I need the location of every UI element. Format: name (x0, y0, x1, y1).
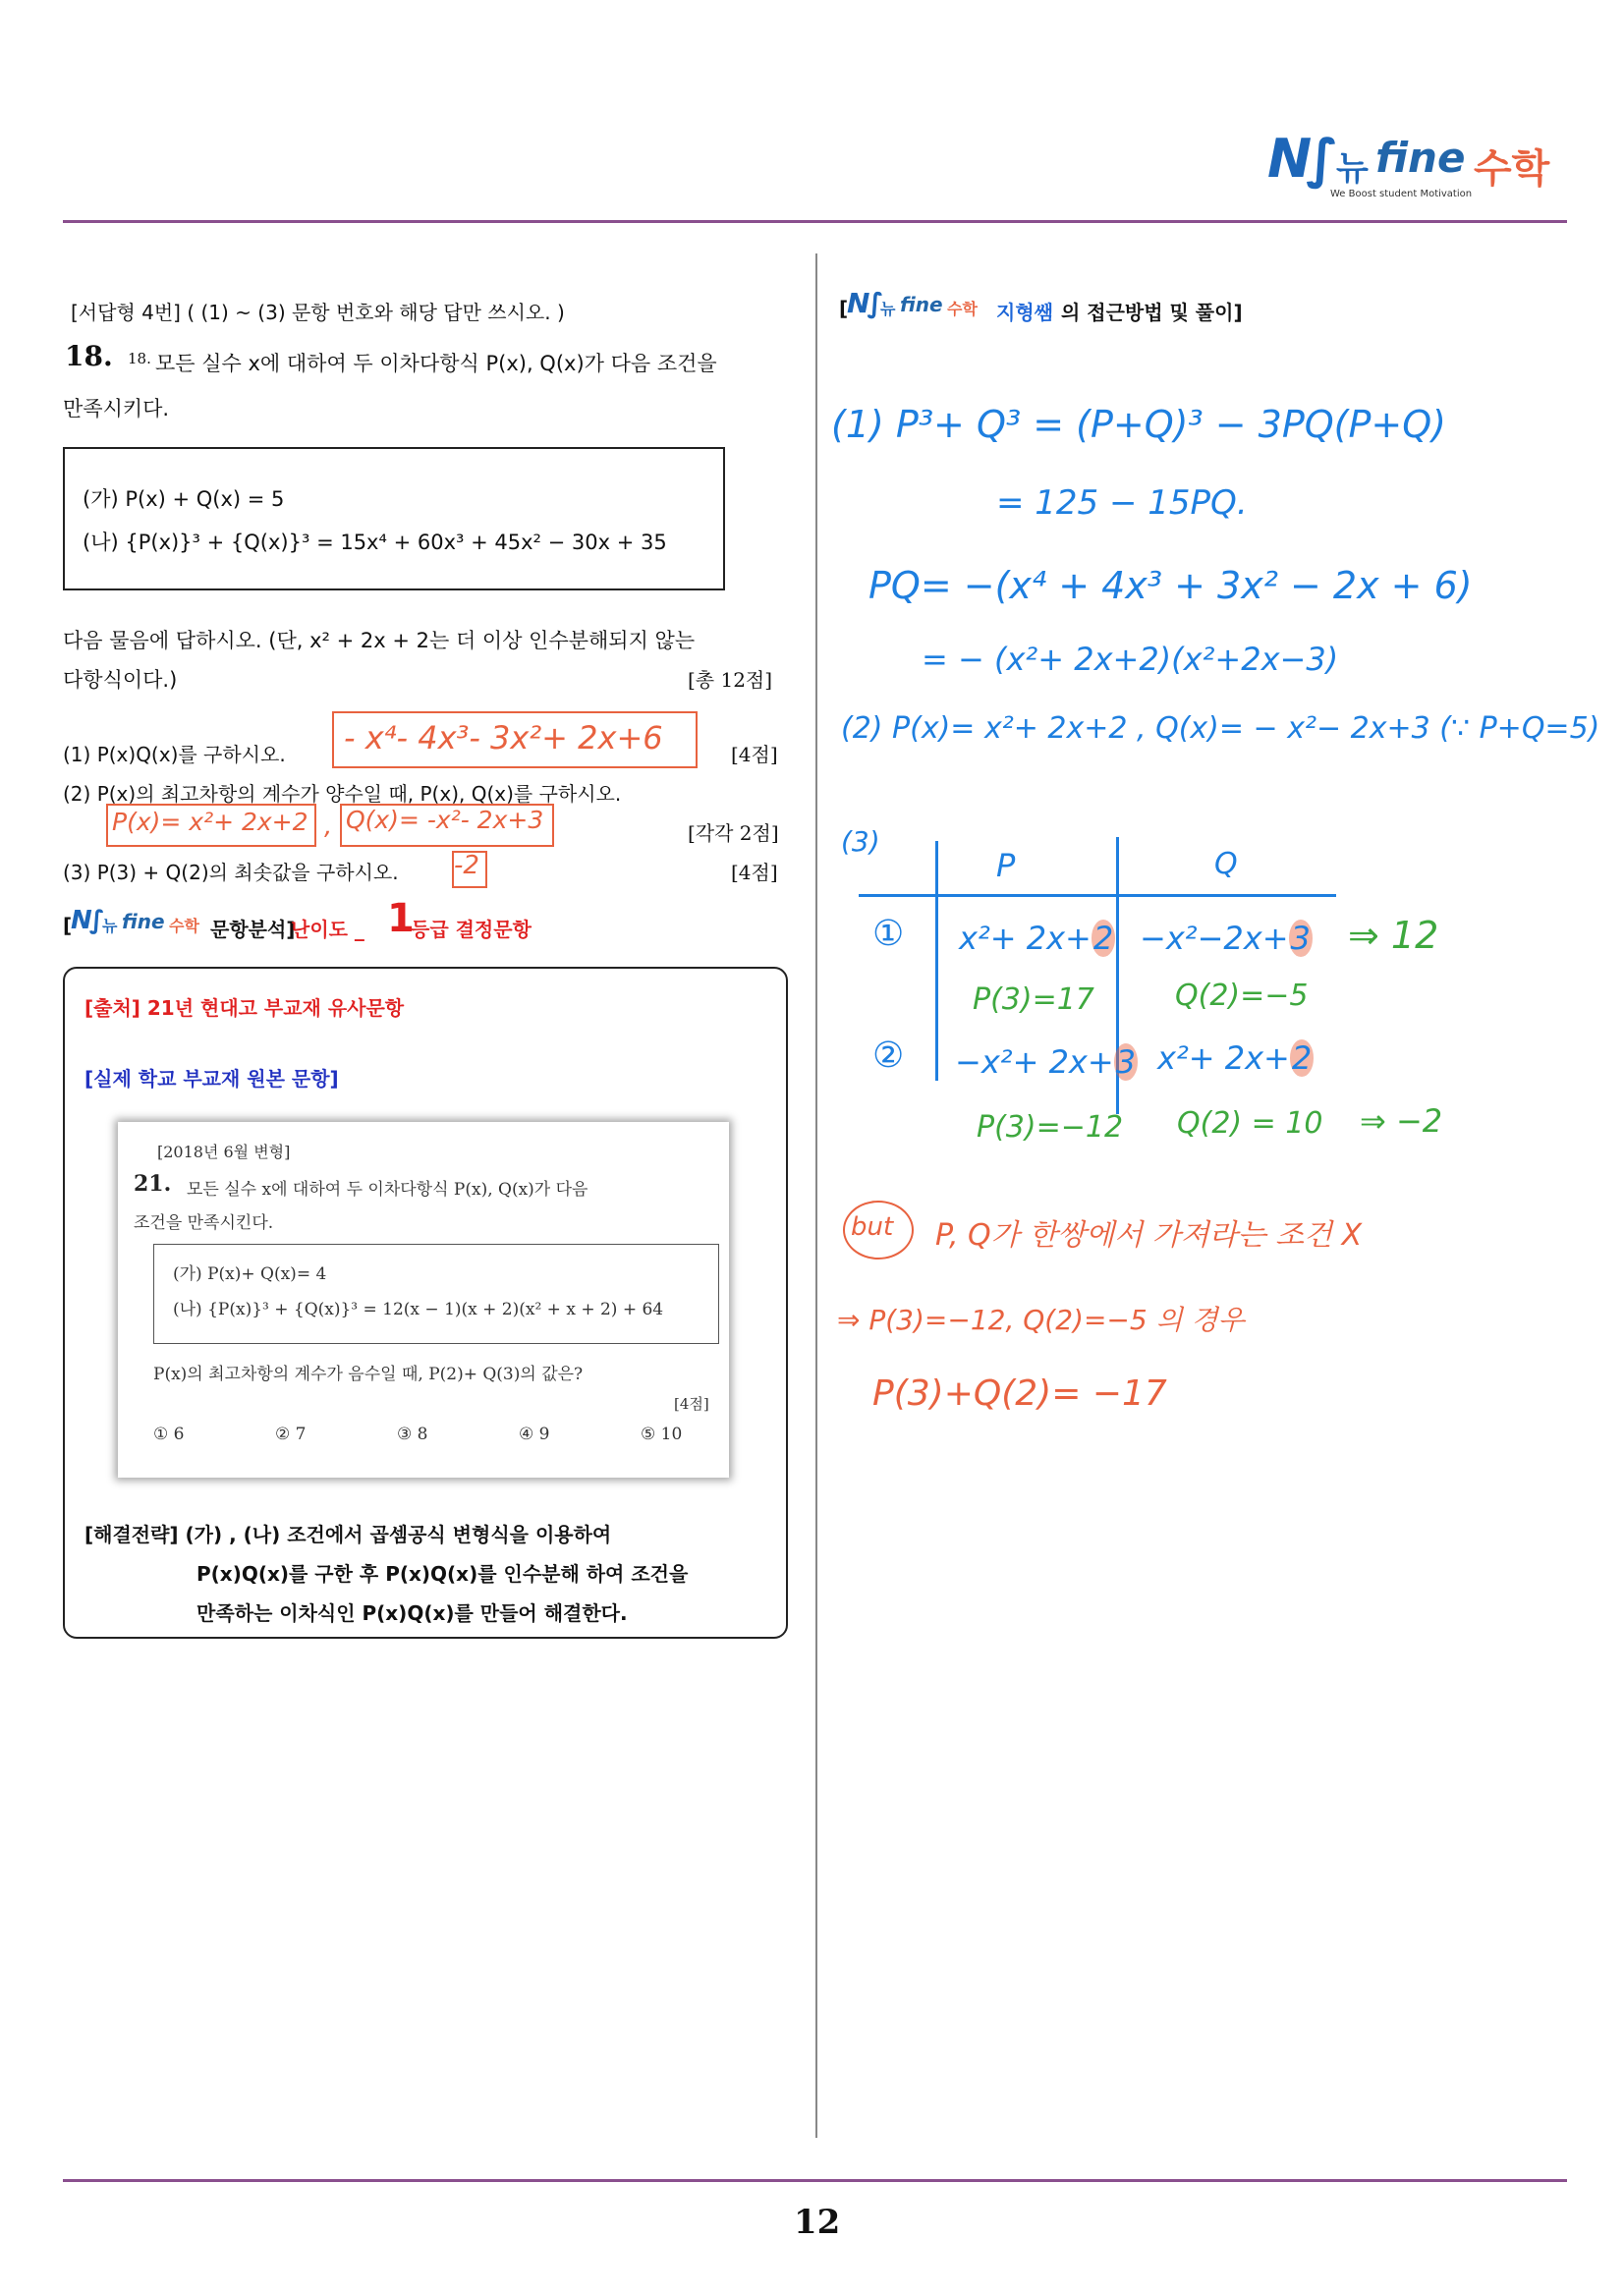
src-choice-2: ② 7 (275, 1425, 307, 1444)
conclusion-line-2: P(3)+Q(2)= −17 (872, 1373, 1167, 1414)
question-number-small: 18. (128, 350, 151, 367)
solution-title-bracket: [ (839, 297, 849, 320)
strategy-line-2: P(x)Q(x)를 구한 후 P(x)Q(x)를 인수분해 하여 조건을 (196, 1562, 689, 1586)
row-1-p-highlight: 2 (1092, 920, 1114, 957)
sub-question-2: (2) P(x)의 최고차항의 계수가 양수일 때, P(x), Q(x)를 구하시오. (63, 782, 622, 806)
row-2-result: ⇒ −2 (1360, 1102, 1443, 1140)
table-header-q: Q (1214, 847, 1238, 881)
src-choice-3: ③ 8 (397, 1425, 428, 1444)
sub-question-1: (1) P(x)Q(x)를 구하시오. (63, 743, 286, 766)
src-text-1: 모든 실수 x에 대하여 두 이차다항식 P(x), Q(x)가 다음 (187, 1180, 588, 1200)
row-2-p-text: −x²+ 2x+ (955, 1043, 1114, 1081)
table-vline-1 (935, 841, 938, 1081)
solution-logo-fine: fine (900, 293, 943, 316)
src-choice-4: ④ 9 (519, 1425, 550, 1444)
condition-ga: (가) P(x) + Q(x) = 5 (83, 487, 285, 511)
original-label: [실제 학교 부교재 원본 문항] (84, 1067, 339, 1091)
row-1-p-text: x²+ 2x+ (959, 920, 1092, 957)
row-2-q (1157, 1039, 1314, 1077)
src-question: P(x)의 최고차항의 계수가 음수일 때, P(2)+ Q(3)의 값은? (153, 1365, 584, 1384)
instruction-text: [서답형 4번] ( (1) ~ (3) 문항 번호와 해당 답만 쓰시오. ) (71, 301, 565, 324)
column-divider (815, 253, 817, 2138)
sub-question-3: (3) P(3) + Q(2)의 최솟값을 구하시오. (63, 861, 399, 884)
solution-title-rest: 의 접근방법 및 풀이] (1061, 301, 1243, 324)
row-2-q-text: x²+ 2x+ (1157, 1039, 1290, 1077)
row-1-q (1140, 920, 1313, 957)
analysis-label: 문항분석] (210, 918, 296, 941)
question-text-1: 모든 실수 x에 대하여 두 이차다항식 P(x), Q(x)가 다음 조건을 (155, 352, 717, 375)
analysis-logo-fine: fine (122, 910, 165, 933)
answer-2-comma: , (324, 812, 333, 841)
row-2-p-value: P(3)=−12 (977, 1110, 1124, 1145)
src-points: [4점] (674, 1395, 709, 1413)
footer-rule (63, 2179, 1567, 2182)
page-number: 12 (794, 2203, 841, 2242)
difficulty-label: 난이도 _ (291, 918, 364, 941)
answer-3-handwritten: -2 (454, 851, 479, 880)
row-2-p-highlight: 3 (1115, 1043, 1137, 1081)
row-2-q-highlight: 2 (1291, 1039, 1313, 1077)
table-header-p: P (996, 847, 1016, 884)
prompt-line-1: 다음 물음에 답하시오. (단, x² + 2x + 2는 더 이상 인수분해되지 않는 (63, 629, 696, 652)
table-hline (859, 894, 1336, 897)
difficulty-suffix: 등급 결정문항 (411, 918, 532, 941)
answer-1-handwritten: - x⁴- 4x³- 3x²+ 2x+6 (344, 719, 663, 756)
solution-step-3-label: (3) (841, 825, 880, 858)
row-2-number: ② (872, 1036, 905, 1076)
src-year: [2018년 6월 변형] (157, 1143, 291, 1161)
solution-logo-mark: N∫ (847, 287, 881, 319)
solution-line-2: = 125 − 15PQ. (996, 483, 1248, 523)
logo-tagline: We Boost student Motivation (1330, 189, 1473, 199)
solution-line-3: PQ= −(x⁴ + 4x³ + 3x² − 2x + 6) (868, 564, 1473, 607)
row-1-q-highlight: 3 (1290, 920, 1311, 957)
strategy-line-3: 만족하는 이차식인 P(x)Q(x)를 만들어 해결한다. (196, 1601, 628, 1625)
analysis-logo-kr: 뉴 (102, 917, 118, 935)
difficulty-number: 1 (387, 896, 415, 941)
solution-logo-su: 수학 (947, 300, 978, 318)
row-1-p-value: P(3)=17 (973, 982, 1094, 1017)
prompt-line-2: 다항식이다.) (63, 668, 178, 692)
header-logo (1267, 128, 1552, 206)
logo-su: 수학 (1474, 146, 1550, 192)
conclusion-line-1: ⇒ P(3)=−12, Q(2)=−5 의 경우 (837, 1304, 1245, 1336)
solution-line-1: (1) P³+ Q³ = (P+Q)³ − 3PQ(P+Q) (831, 403, 1446, 446)
row-1-q-text: −x²−2x+ (1140, 920, 1289, 957)
analysis-logo-su: 수학 (169, 917, 199, 935)
header-rule (63, 220, 1567, 223)
sub-question-3-points: [4점] (731, 861, 778, 884)
row-1-number: ① (872, 914, 905, 954)
src-choice-5: ⑤ 10 (641, 1425, 683, 1444)
original-problem-image (118, 1122, 729, 1478)
analysis-logo-mark: N∫ (71, 906, 102, 935)
row-1-p (959, 920, 1115, 957)
solution-title (839, 287, 1291, 326)
analysis-line (63, 896, 751, 945)
logo-fine: fine (1375, 134, 1466, 182)
row-2-q-value: Q(2) = 10 (1177, 1106, 1323, 1141)
solution-line-5: (2) P(x)= x²+ 2x+2 , Q(x)= − x²− 2x+3 (∵ P+Q=5) (841, 711, 1600, 746)
question-number: 18. (65, 340, 113, 372)
source-label: [출처] 21년 현대고 부교재 유사문항 (84, 996, 405, 1020)
sub-question-1-points: [4점] (731, 743, 778, 766)
solution-teacher: 지형쌤 (996, 301, 1053, 324)
row-1-result: ⇒ 12 (1348, 914, 1439, 957)
strategy-line-1: [해결전략] (가) , (나) 조건에서 곱셈공식 변형식을 이용하여 (84, 1523, 612, 1546)
question-text-2: 만족시키다. (63, 397, 170, 420)
solution-line-4: = − (x²+ 2x+2)(x²+2x−3) (922, 641, 1339, 678)
row-1-q-value: Q(2)=−5 (1175, 979, 1309, 1013)
condition-box (63, 447, 725, 590)
sub-question-2-points: [각각 2점] (688, 821, 779, 845)
src-choice-1: ① 6 (153, 1425, 185, 1444)
src-cond-ga: (가) P(x)+ Q(x)= 4 (173, 1264, 327, 1284)
answer-2p-handwritten: P(x)= x²+ 2x+2 (112, 808, 308, 836)
src-cond-na: (나) {P(x)}³ + {Q(x)}³ = 12(x − 1)(x + 2)(x² + x + 2) + 64 (173, 1300, 664, 1319)
logo-mark: N∫ (1267, 128, 1333, 190)
but-condition: P, Q가 한쌍에서 가져라는 조건 X (935, 1218, 1363, 1253)
but-word: but (851, 1212, 894, 1242)
src-text-2: 조건을 만족시킨다. (134, 1213, 274, 1233)
analysis-bracket: [ (63, 914, 73, 937)
condition-na: (나) {P(x)}³ + {Q(x)}³ = 15x⁴ + 60x³ + 45x² − 30x + 35 (83, 531, 667, 554)
src-number: 21. (134, 1171, 172, 1197)
logo-kr: 뉴 (1336, 149, 1369, 189)
solution-logo-kr: 뉴 (880, 300, 896, 318)
total-points: [총 12점] (688, 668, 773, 692)
row-2-p (955, 1043, 1138, 1081)
answer-2q-handwritten: Q(x)= -x²- 2x+3 (346, 806, 544, 834)
